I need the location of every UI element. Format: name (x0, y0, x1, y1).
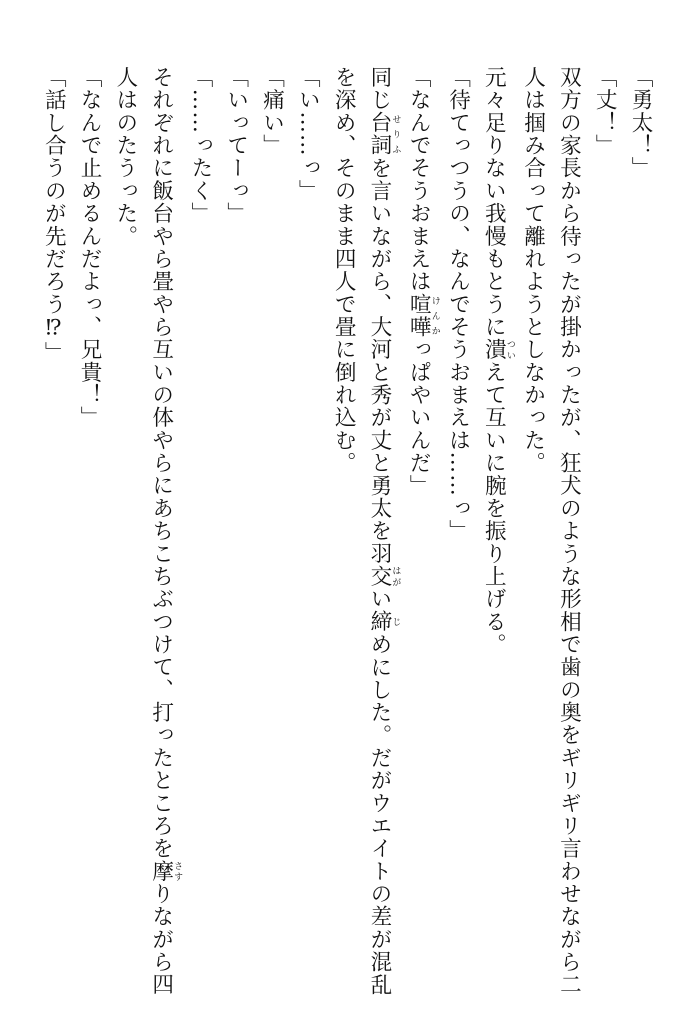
text-segment: めにした。だがウエイトの差が混乱 (366, 633, 392, 996)
text-segment: それぞれに飯台やら畳やら互いの体やらにあちこちぶつけて、打ったところを (148, 66, 174, 860)
ruby-tsui: 潰つい (481, 338, 515, 361)
narration-line-5 (476, 66, 515, 976)
text-segment: りながら四 (148, 882, 174, 996)
text-segment: 「なんでそうおまえは (406, 66, 432, 293)
dialogue-line-17: 「話し合うのが先だろう⁉」 (41, 66, 67, 365)
dialogue-line-6: 「待てっつうの、なんでそうおまえは……っ」 (445, 66, 471, 543)
dialogue-line-2: 「丈！」 (592, 66, 618, 157)
ruby-sasu: 摩さす (148, 859, 183, 883)
dialogue-line-7 (400, 66, 439, 976)
narration-line-3: 双方の家長から待ったが掛かったが、狂犬のような形相で歯の奥をギリギリ言わせながら二 (556, 66, 582, 996)
ruby-ha: 羽 (366, 542, 392, 565)
narration-line-8 (361, 66, 401, 996)
narration-line-4: 人は掴み合って離れようとしなかった。 (520, 66, 546, 475)
narration-line-15: 人はのたうった。 (112, 66, 138, 248)
text-segment: えて互いに腕を振り上げる。 (481, 360, 507, 656)
dialogue-line-11: 「痛い」 (259, 66, 285, 157)
ruby-kenka: 喧嘩けんか (406, 292, 440, 339)
vertical-text-body (35, 66, 658, 996)
dialogue-line-1: 「勇太！」 (628, 66, 653, 180)
ruby-ji: 締じ (366, 610, 401, 634)
text-segment: っぱやいんだ」 (406, 338, 432, 497)
dialogue-line-10: 「い……っ」 (295, 66, 321, 203)
dialogue-line-13: 「……ったく」 (187, 66, 213, 225)
ruby-serifu: 台詞せりふ (366, 111, 401, 157)
text-segment: を言いながら、大河と秀が丈と勇太を (366, 156, 392, 543)
dialogue-line-12: 「いってーっ」 (223, 66, 249, 225)
ruby-haga: 交はが (366, 565, 401, 588)
narration-line-14 (143, 66, 183, 996)
text-segment: 同じ (366, 66, 392, 112)
text-segment: 元々足りない我慢もとうに (481, 66, 507, 339)
text-segment: い (366, 587, 392, 611)
narration-line-9: を深め、そのまま四人で畳に倒れ込む。 (331, 66, 357, 475)
dialogue-line-16: 「なんで止めるんだよっ、兄貴！」 (77, 66, 103, 429)
